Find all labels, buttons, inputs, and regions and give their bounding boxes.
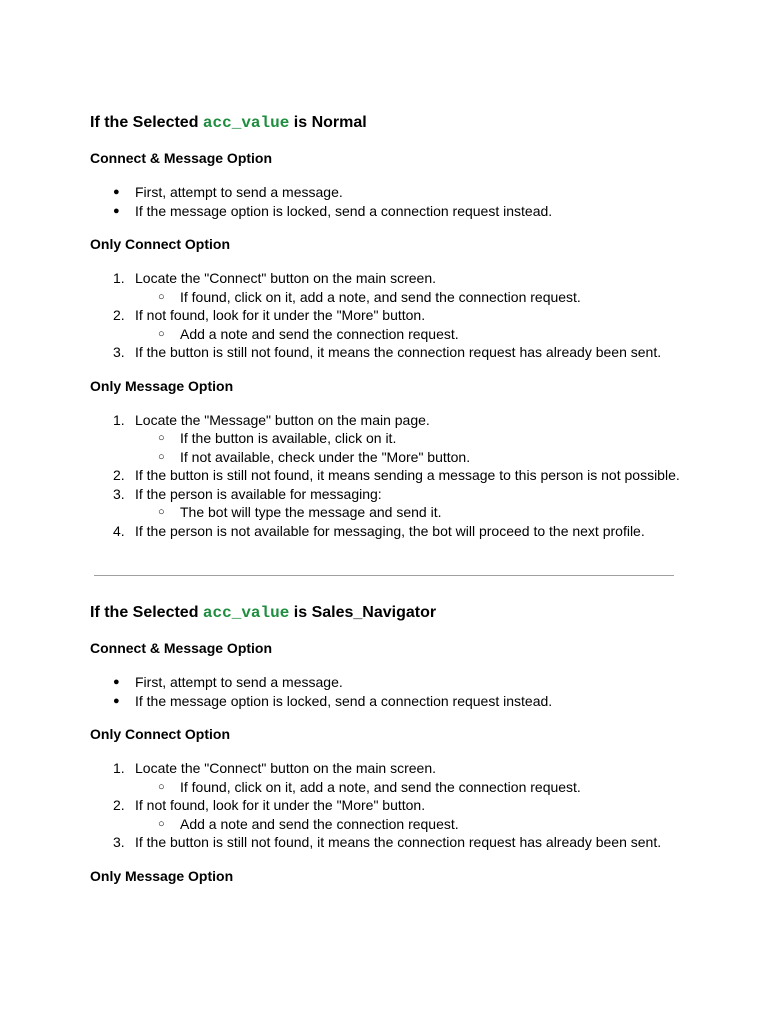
step-text: If the button is still not found, it means the connection request has already been sent. (135, 344, 662, 360)
list-item (90, 306, 690, 343)
sub-list-item: ○ If not available, check under the "More" button. (135, 448, 690, 467)
sub-list-item: ○ Add a note and send the connection request. (135, 815, 690, 834)
subheading-connect-message: Connect & Message Option (90, 150, 273, 166)
section-heading (90, 112, 690, 134)
subheading-only-connect: Only Connect Option (90, 726, 230, 742)
list-item: ● If the message option is locked, send a connection request instead. (90, 202, 690, 221)
subheading-only-message: Only Message Option (90, 867, 234, 884)
heading-prefix: If the Selected (90, 114, 203, 131)
sub-list (135, 288, 690, 307)
section-heading (90, 602, 690, 624)
list-item (90, 833, 690, 852)
step-text: Locate the "Connect" button on the main screen. (135, 760, 437, 776)
step-text: If the person is not available for messaging, the bot will proceed to the next profile. (135, 522, 645, 539)
only-connect-steps (90, 269, 690, 362)
list-item (90, 411, 690, 467)
subheading-only-message: Only Message Option (90, 377, 234, 394)
sub-list-item: ○ If the button is available, click on it. (135, 429, 690, 448)
list-item (90, 796, 690, 833)
list-item (90, 485, 690, 522)
sub-list (135, 778, 690, 797)
sub-list-item: ○ The bot will type the message and send it. (135, 503, 690, 522)
heading-code: acc_value (202, 604, 290, 622)
sub-list (135, 815, 690, 834)
step-text: Locate the "Connect" button on the main screen. (135, 270, 437, 286)
list-item (90, 466, 690, 485)
sub-list-item: ○ If found, click on it, add a note, and send the connection request. (135, 288, 690, 307)
sub-list (135, 325, 690, 344)
heading-suffix: is Normal (289, 114, 367, 131)
step-text: If the button is still not found, it means the connection request has already been sent. (135, 834, 662, 850)
section-sales-navigator (90, 602, 690, 885)
connect-message-list (90, 673, 690, 710)
step-text: If the button is still not found, it means sending a message to this person is not possible. (135, 467, 680, 483)
list-item (90, 522, 690, 541)
sub-list (135, 429, 690, 466)
heading-code: acc_value (202, 114, 290, 132)
step-text: If the person is available for messaging: (135, 485, 382, 502)
step-text: If not found, look for it under the "More" button. (135, 797, 426, 813)
list-item: ● First, attempt to send a message. (90, 673, 690, 692)
horizontal-divider (94, 575, 674, 576)
sub-list-item: ○ If found, click on it, add a note, and send the connection request. (135, 778, 690, 797)
subheading-connect-message: Connect & Message Option (90, 640, 273, 656)
only-message-steps (90, 411, 690, 541)
section-normal (90, 112, 690, 540)
list-item (90, 343, 690, 362)
list-item: ● First, attempt to send a message. (90, 183, 690, 202)
connect-message-list (90, 183, 690, 220)
list-item (90, 759, 690, 796)
only-connect-steps (90, 759, 690, 852)
list-item: ● If the message option is locked, send a connection request instead. (90, 692, 690, 711)
subheading-only-connect: Only Connect Option (90, 236, 230, 252)
list-item (90, 269, 690, 306)
step-text: Locate the "Message" button on the main page. (135, 411, 430, 428)
heading-suffix: is Sales_Navigator (289, 604, 437, 621)
sub-list-item: ○ Add a note and send the connection request. (135, 325, 690, 344)
heading-prefix: If the Selected (90, 604, 203, 621)
sub-list (135, 503, 690, 522)
step-text: If not found, look for it under the "More" button. (135, 307, 426, 323)
